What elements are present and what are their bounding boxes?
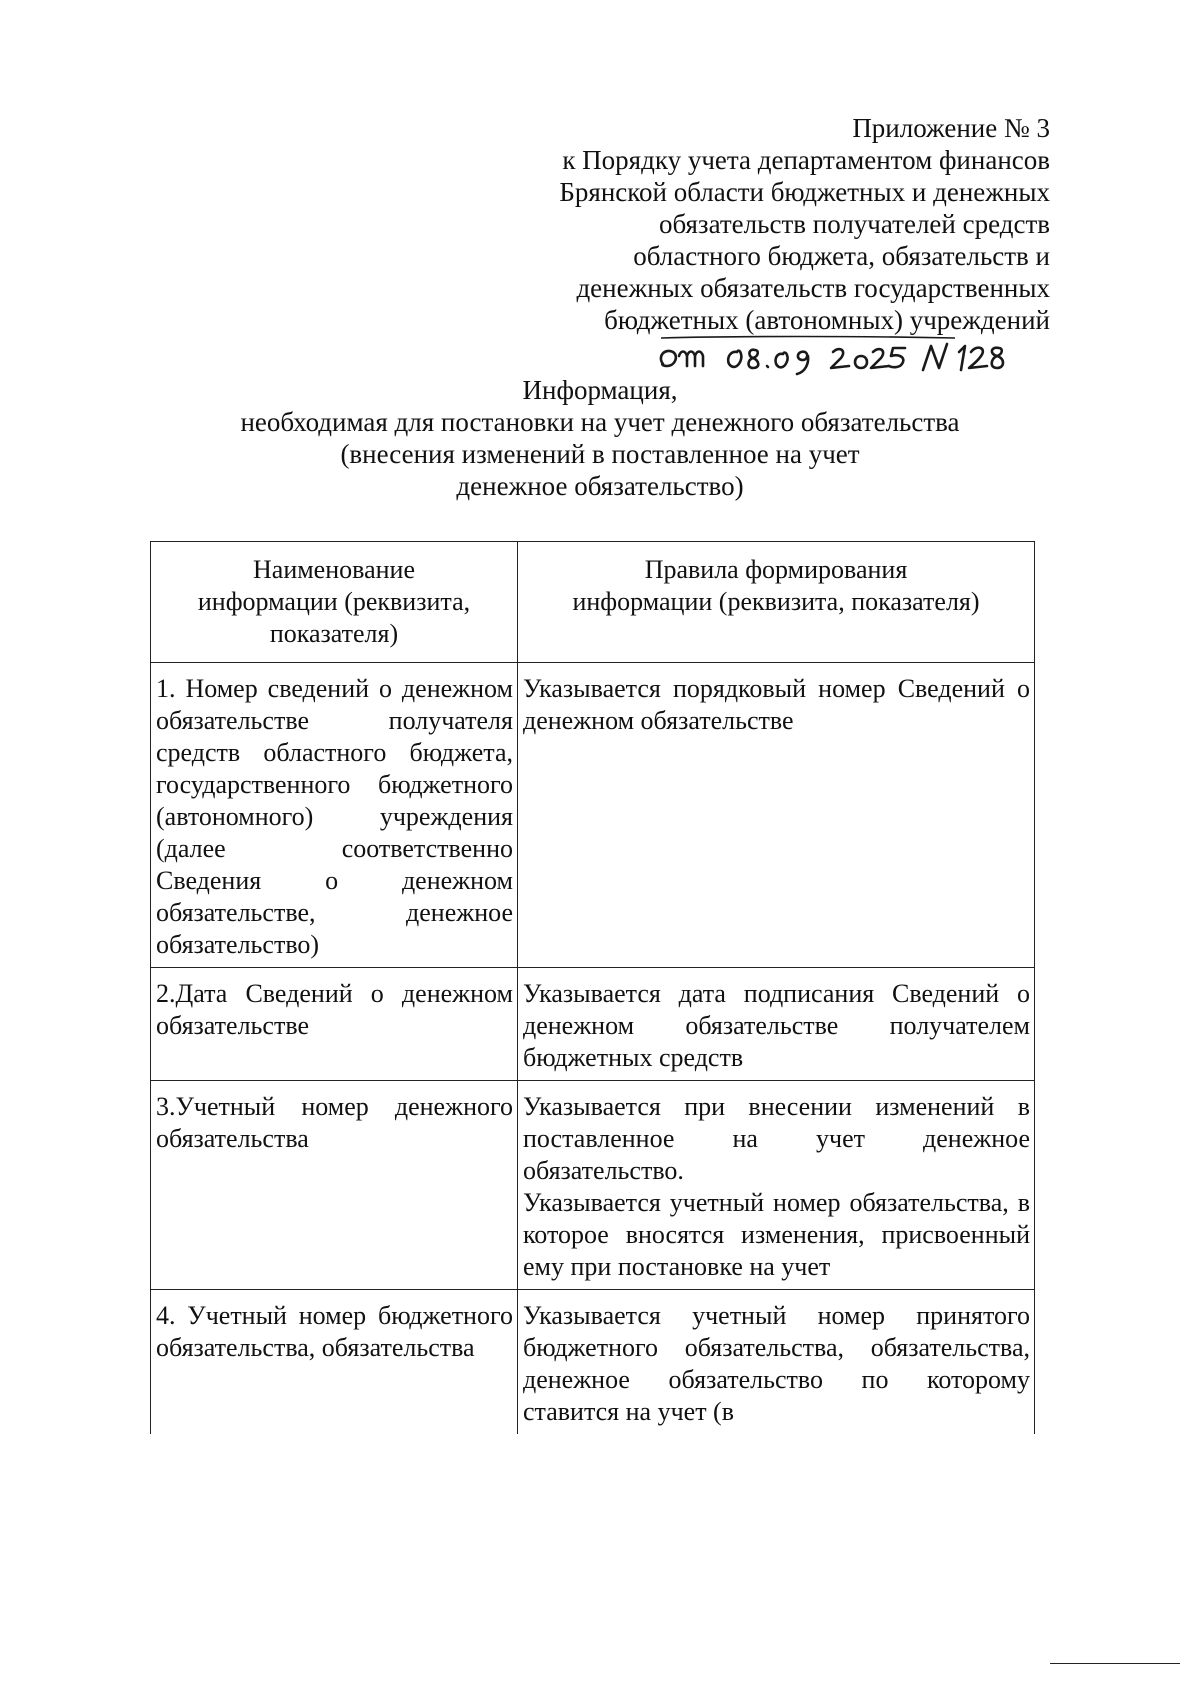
row-name-cell: 3.Учетный номер денежного обязательства [151, 1081, 518, 1290]
row-rule-cell: Указывается при внесении изменений в поставленное на учет денежное обязательство. Указывается учетный номер обязательства, в которое вносятся изменения, присвоенный ему при постановке на учет [518, 1081, 1035, 1290]
appendix-line: областного бюджета, обязательств и [633, 241, 1050, 271]
row-rule-cell: Указывается дата подписания Сведений о денежном обязательстве получателем бюджетных средств [518, 968, 1035, 1081]
document-heading [150, 374, 1050, 502]
row-name-cell: 4. Учетный номер бюджетного обязательства, обязательства [151, 1290, 518, 1435]
appendix-line: обязательств получателей средств [658, 209, 1050, 239]
row-name-cell: 1. Номер сведений о денежном обязательстве получателя средств областного бюджета, государственного бюджетного (автономного) учреждения (далее соответственно Сведения о денежном обязательстве, денежное обязательство) [151, 663, 518, 968]
appendix-line: к Порядку учета департаментом финансов [562, 145, 1050, 175]
heading-line: (внесения изменений в поставленное на учет [340, 439, 860, 469]
appendix-title: Приложение № 3 [852, 113, 1050, 143]
appendix-line: денежных обязательств государственных [576, 273, 1050, 303]
table-row [151, 1081, 1035, 1290]
row-rule-cell: Указывается порядковый номер Сведений о денежном обязательстве [518, 663, 1035, 968]
table-header-row [151, 542, 1035, 663]
heading-line: денежное обязательство) [456, 471, 744, 501]
table-row [151, 1290, 1035, 1435]
table-row [151, 663, 1035, 968]
row-name-cell: 2.Дата Сведений о денежном обязательстве [151, 968, 518, 1081]
appendix-block [490, 112, 1050, 336]
appendix-line: бюджетных (автономных) учреждений [604, 305, 1050, 335]
requisites-table [150, 541, 1035, 1434]
header-name-column: Наименование информации (реквизита, показателя) [151, 542, 518, 663]
appendix-line: Брянской области бюджетных и денежных [559, 177, 1050, 207]
header-rules-column: Правила формирования информации (реквизита, показателя) [518, 542, 1035, 663]
heading-line: необходимая для постановки на учет денежного обязательства [240, 407, 960, 437]
table-row [151, 968, 1035, 1081]
row-rule-cell: Указывается учетный номер принятого бюджетного обязательства, обязательства, денежное обязательство по которому ставится на учет (в [518, 1290, 1035, 1435]
heading-title: Информация, [522, 375, 678, 405]
handwritten-date-signature [655, 334, 1015, 378]
footer-rule [1050, 1663, 1180, 1664]
